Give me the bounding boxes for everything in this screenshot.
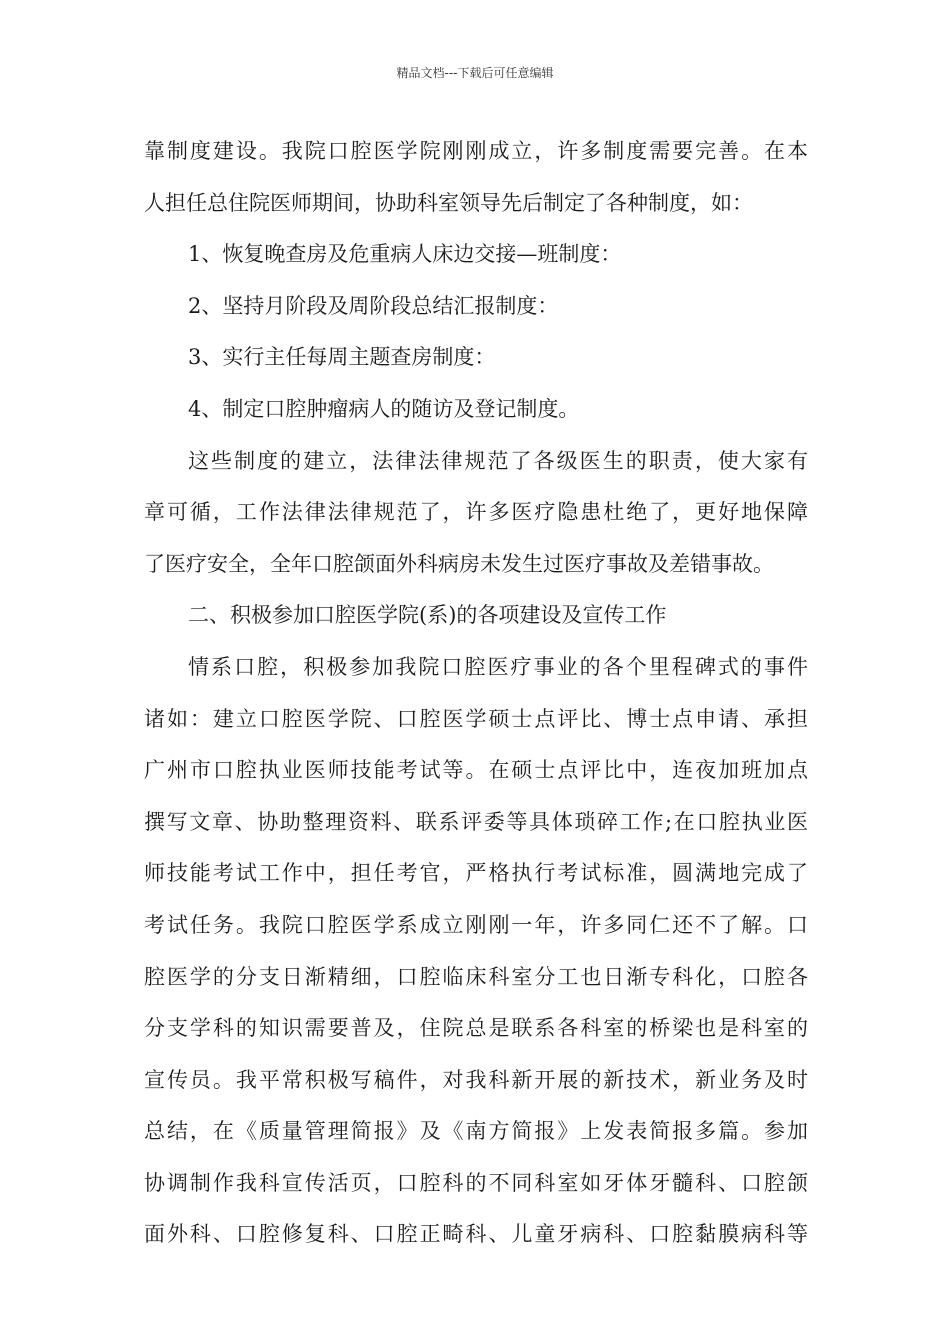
list-item: 2、坚持月阶段及周阶段总结汇报制度： [188, 293, 559, 318]
text-line: 人担任总住院医师期间，协助科室领导先后制定了各种制度，如： [144, 190, 753, 215]
text-line: 撰写文章、协助整理资料、联系评委等具体琐碎工作;在口腔执业医 [144, 809, 808, 834]
text-line: 宣传员。我平常积极写稿件，对我科新开展的新技术，新业务及时 [144, 1067, 808, 1092]
document-body [144, 126, 808, 1261]
text-line: 面外科、口腔修复科、口腔正畸科、儿童牙病科、口腔黏膜病科等 [144, 1222, 808, 1247]
text-line: 腔医学的分支日渐精细，口腔临床科室分工也日渐专科化，口腔各 [144, 964, 808, 989]
text-line: 分支学科的知识需要普及，住院总是联系各科室的桥梁也是科室的 [144, 1016, 808, 1041]
list-item: 1、恢复晚查房及危重病人床边交接—班制度： [188, 242, 622, 267]
text-line: 总结，在《质量管理简报》及《南方简报》上发表简报多篇。参加 [144, 1119, 808, 1144]
text-line: 诸如：建立口腔医学院、口腔医学硕士点评比、博士点申请、承担 [144, 706, 808, 731]
page-header: 精品文档---下载后可任意编辑 [396, 66, 554, 80]
text-line: 情系口腔，积极参加我院口腔医疗事业的各个里程碑式的事件 [188, 654, 808, 679]
text-line: 广州市口腔执业医师技能考试等。在硕士点评比中，连夜加班加点 [144, 758, 808, 783]
text-line: 了医疗安全，全年口腔颌面外科病房未发生过医疗事故及差错事故。 [144, 551, 774, 576]
text-line: 协调制作我科宣传活页，口腔科的不同科室如牙体牙髓科、口腔颌 [144, 1170, 808, 1195]
text-line: 考试任务。我院口腔医学系成立刚刚一年，许多同仁还不了解。口 [144, 912, 808, 937]
text-line: 师技能考试工作中，担任考官，严格执行考试标准，圆满地完成了 [144, 861, 808, 886]
list-item: 3、实行主任每周主题查房制度： [188, 345, 496, 370]
section-heading: 二、积极参加口腔医学院(系)的各项建设及宣传工作 [188, 603, 667, 628]
text-line: 靠制度建设。我院口腔医学院刚刚成立，许多制度需要完善。在本 [144, 139, 808, 163]
text-line: 这些制度的建立，法律法律规范了各级医生的职责，使大家有 [188, 448, 808, 473]
list-item: 4、制定口腔肿瘤病人的随访及登记制度。 [188, 396, 580, 421]
text-line: 章可循，工作法律法律规范了，许多医疗隐患杜绝了，更好地保障 [144, 500, 808, 525]
